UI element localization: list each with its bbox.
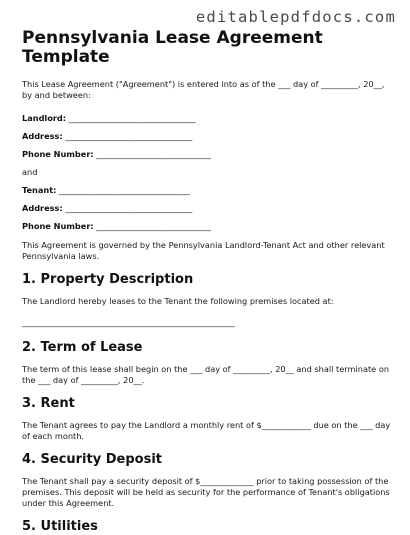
intro-paragraph: This Lease Agreement ("Agreement") is entered into as of the ___ day of _________, 20__, by and between:: [22, 79, 385, 100]
section-heading-property: 1. Property Description: [22, 272, 194, 287]
section-heading-term: 2. Term of Lease: [22, 340, 143, 355]
governing-law-paragraph: This Agreement is governed by the Pennsylvania Landlord-Tenant Act and other relevant Pennsylvania laws.: [22, 240, 385, 261]
tenant-phone-blank: ____________________________: [93, 221, 211, 231]
tenant-blank: ________________________________: [56, 185, 191, 195]
landlord-field: [22, 113, 392, 124]
section-heading-utilities: 5. Utilities: [22, 519, 98, 534]
rent-paragraph: The Tenant agrees to pay the Landlord a monthly rent of $____________ due on the ___ day of each month.: [22, 420, 391, 441]
landlord-phone-field: [22, 149, 392, 160]
landlord-phone-label: Phone Number:: [22, 149, 94, 159]
tenant-phone-label: Phone Number:: [22, 221, 94, 231]
tenant-label: Tenant:: [22, 185, 57, 195]
section-heading-rent: 3. Rent: [22, 396, 75, 411]
document-body: [22, 79, 392, 535]
page-title: Pennsylvania Lease Agreement Template: [22, 28, 323, 67]
landlord-address-blank: _______________________________: [62, 131, 193, 141]
landlord-phone-blank: ____________________________: [93, 149, 211, 159]
tenant-phone-field: [22, 221, 392, 232]
tenant-address-label: Address:: [22, 203, 63, 213]
landlord-label: Landlord:: [22, 113, 67, 123]
tenant-address-field: [22, 203, 392, 214]
and-text: and: [22, 167, 38, 177]
watermark: editablepdfdocs.com: [195, 8, 396, 26]
tenant-address-blank: _______________________________: [62, 203, 193, 213]
landlord-address-label: Address:: [22, 131, 63, 141]
property-paragraph: The Landlord hereby leases to the Tenant the following premises located at:: [22, 296, 334, 306]
landlord-blank: _______________________________: [66, 113, 196, 123]
tenant-field: [22, 185, 392, 196]
deposit-paragraph: The Tenant shall pay a security deposit of $_____________ prior to taking possession of the premises. This deposit will be held as security for the performance of Tenant's obligations under this Agreement.: [22, 476, 390, 508]
property-address-blank: ____________________________________________________: [22, 317, 235, 327]
landlord-address-field: [22, 131, 392, 142]
term-paragraph: The term of this lease shall begin on the ___ day of _________, 20__ and shall terminate on the ___ day of _________, 20__.: [22, 364, 390, 385]
section-heading-deposit: 4. Security Deposit: [22, 452, 162, 467]
